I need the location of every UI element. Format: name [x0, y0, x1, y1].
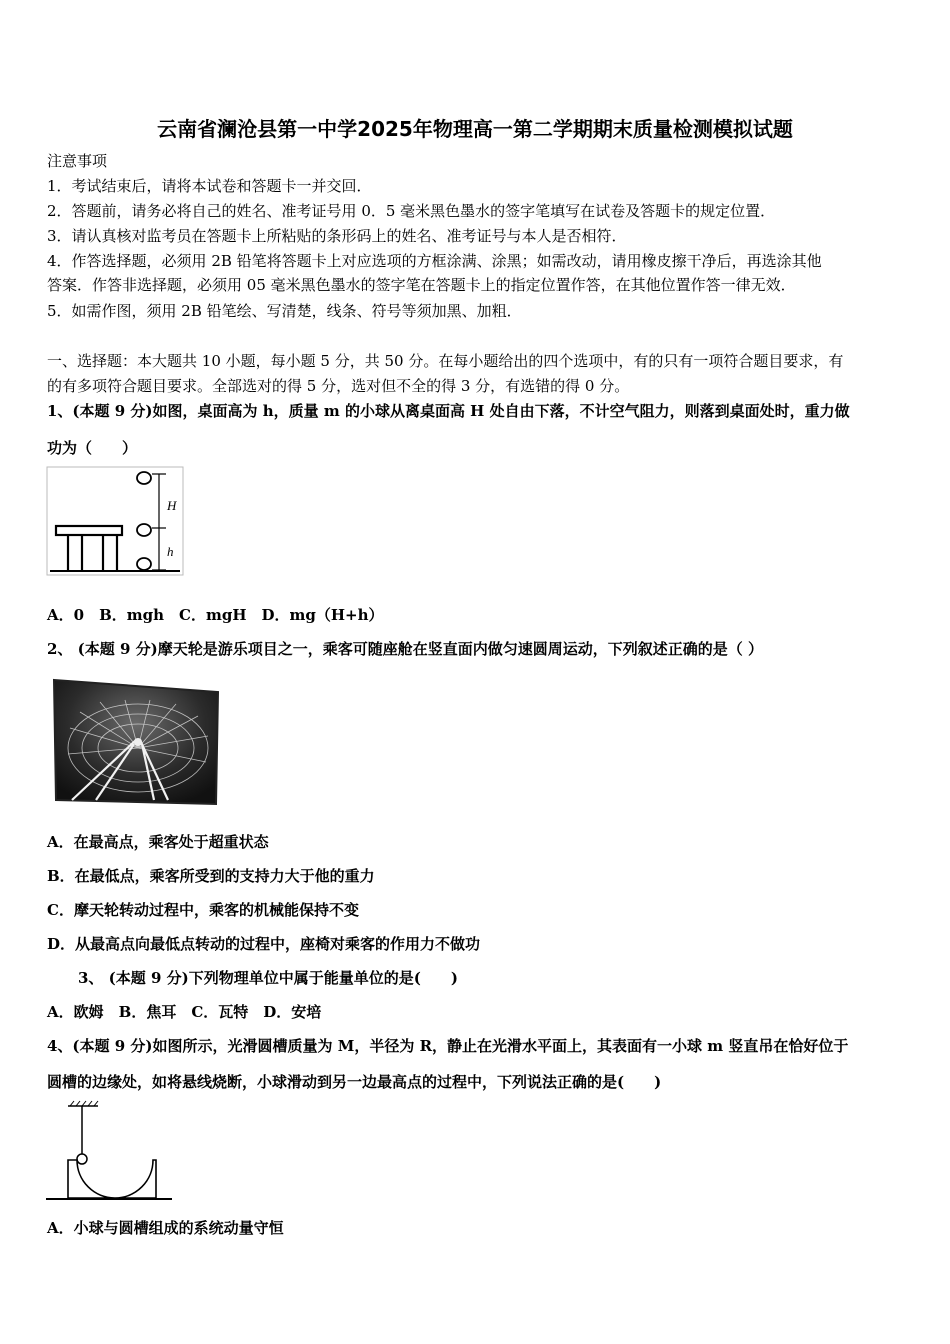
q2-option-b: B．在最低点，乘客所受到的支持力大于他的重力 — [47, 867, 375, 885]
q2-stem: 2、 (本题 9 分)摩天轮是游乐项目之一，乘客可随座舱在竖直面内做匀速圆周运动，下列叙述正确的是（ ） — [47, 640, 763, 658]
notice-item: 1．考试结束后，请将本试卷和答题卡一并交回． — [47, 177, 372, 195]
notice-item: 5．如需作图，须用 2B 铅笔绘、写清楚，线条、符号等须加黑、加粗． — [47, 302, 522, 320]
ferris-wheel-photo — [50, 678, 222, 806]
label-H: H — [167, 498, 177, 513]
section-line: 一、选择题：本大题共 10 小题，每小题 5 分，共 50 分。在每小题给出的四个选项中，有的只有一项符合题目要求，有 — [47, 352, 844, 370]
page-title: 云南省澜沧县第一中学2025年物理高一第二学期期末质量检测模拟试题 — [157, 117, 793, 141]
q1-stem: 1、(本题 9 分)如图，桌面高为 h，质量 m 的小球从离桌面高 H 处自由下落，不计空气阻力，则落到桌面处时，重力做 — [47, 402, 850, 420]
q4-figure — [44, 1100, 174, 1204]
q2-option-a: A．在最高点，乘客处于超重状态 — [47, 833, 269, 851]
notice-item: 答案．作答非选择题，必须用 05 毫米黑色墨水的签字笔在答题卡上的指定位置作答，在其他位置作答一律无效． — [47, 276, 796, 294]
q3-options: A．欧姆 B．焦耳 C．瓦特 D．安培 — [47, 1003, 322, 1021]
q4-stem-cont: 圆槽的边缘处，如将悬线烧断，小球滑动到另一边最高点的过程中，下列说法正确的是( ) — [47, 1073, 662, 1091]
q4-stem: 4、(本题 9 分)如图所示，光滑圆槽质量为 M，半径为 R，静止在光滑水平面上，其表面有一小球 m 竖直吊在恰好位于 — [47, 1037, 849, 1055]
notice-item: 3．请认真核对监考员在答题卡上所粘贴的条形码上的姓名、准考证号与本人是否相符． — [47, 227, 627, 245]
q2-option-c: C．摩天轮转动过程中，乘客的机械能保持不变 — [47, 901, 359, 919]
q4-option-a: A．小球与圆槽组成的系统动量守恒 — [47, 1219, 284, 1237]
label-h: h — [167, 544, 174, 559]
notice-item: 4．作答选择题，必须用 2B 铅笔将答题卡上对应选项的方框涂满、涂黑；如需改动，请用橡皮擦干净后，再选涂其他 — [47, 252, 822, 270]
notice-heading: 注意事项 — [47, 152, 108, 170]
q1-stem-cont: 功为（ ） — [47, 439, 138, 457]
section-line: 的有多项符合题目要求。全部选对的得 5 分，选对但不全的得 3 分，有选错的得 0 分。 — [47, 377, 630, 395]
q1-options: A．0 B．mgh C．mgH D．mg（H+h） — [47, 606, 384, 624]
notice-item: 2．答题前，请务必将自己的姓名、准考证号用 0．5 毫米黑色墨水的签字笔填写在试卷及答题卡的规定位置． — [47, 202, 776, 220]
q2-option-d: D．从最高点向最低点转动的过程中，座椅对乘客的作用力不做功 — [47, 935, 481, 953]
q1-figure — [46, 466, 186, 578]
q3-stem: 3、 (本题 9 分)下列物理单位中属于能量单位的是( ) — [78, 969, 458, 987]
